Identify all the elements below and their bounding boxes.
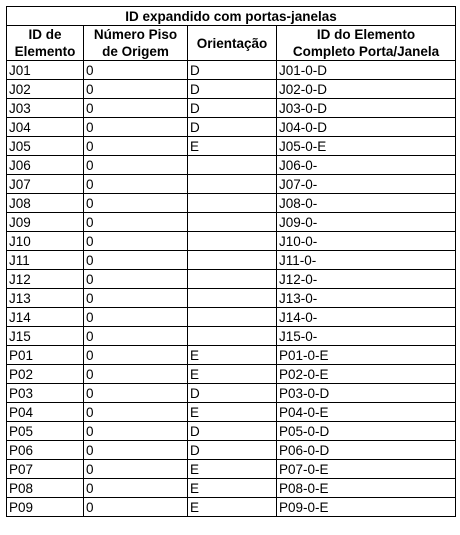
cell-orientacao: [188, 156, 277, 175]
table-row: [7, 460, 456, 479]
cell-orientacao: E: [188, 460, 277, 479]
cell-id-elemento: P07: [7, 460, 84, 479]
cell-id-elemento: J03: [7, 99, 84, 118]
table-row: [7, 403, 456, 422]
cell-orientacao: D: [188, 422, 277, 441]
cell-numero-piso: 0: [84, 346, 188, 365]
cell-numero-piso: 0: [84, 80, 188, 99]
cell-orientacao: [188, 270, 277, 289]
cell-numero-piso: 0: [84, 498, 188, 517]
table-row: [7, 251, 456, 270]
header-line: Elemento: [14, 44, 76, 59]
table-row: [7, 118, 456, 137]
cell-id-completo: J14-0-: [277, 308, 456, 327]
cell-id-elemento: P06: [7, 441, 84, 460]
cell-id-elemento: P03: [7, 384, 84, 403]
table-row: [7, 213, 456, 232]
cell-id-completo: J11-0-: [277, 251, 456, 270]
cell-id-elemento: J06: [7, 156, 84, 175]
cell-id-completo: J07-0-: [277, 175, 456, 194]
element-id-table: [6, 6, 456, 517]
cell-id-elemento: J04: [7, 118, 84, 137]
cell-id-completo: J04-0-D: [277, 118, 456, 137]
cell-orientacao: [188, 289, 277, 308]
header-id-elemento: [7, 26, 84, 61]
table-row: [7, 61, 456, 80]
cell-id-completo: P08-0-E: [277, 479, 456, 498]
cell-numero-piso: 0: [84, 99, 188, 118]
cell-numero-piso: 0: [84, 232, 188, 251]
cell-id-elemento: J09: [7, 213, 84, 232]
cell-numero-piso: 0: [84, 289, 188, 308]
cell-id-completo: P07-0-E: [277, 460, 456, 479]
cell-numero-piso: 0: [84, 365, 188, 384]
cell-id-completo: J05-0-E: [277, 137, 456, 156]
table-row: [7, 422, 456, 441]
cell-numero-piso: 0: [84, 194, 188, 213]
cell-orientacao: E: [188, 365, 277, 384]
cell-id-elemento: J01: [7, 61, 84, 80]
header-row: [7, 26, 456, 61]
header-id-completo: [277, 26, 456, 61]
header-line: Número Piso: [93, 27, 178, 42]
cell-orientacao: [188, 327, 277, 346]
cell-id-elemento: J10: [7, 232, 84, 251]
cell-numero-piso: 0: [84, 460, 188, 479]
cell-id-elemento: P02: [7, 365, 84, 384]
cell-id-completo: P09-0-E: [277, 498, 456, 517]
cell-orientacao: [188, 175, 277, 194]
cell-id-elemento: J11: [7, 251, 84, 270]
cell-numero-piso: 0: [84, 251, 188, 270]
cell-numero-piso: 0: [84, 61, 188, 80]
cell-id-completo: J01-0-D: [277, 61, 456, 80]
title-row: [7, 7, 456, 26]
cell-id-completo: P05-0-D: [277, 422, 456, 441]
cell-numero-piso: 0: [84, 327, 188, 346]
header-line: de Origem: [102, 44, 169, 59]
table-row: [7, 156, 456, 175]
cell-orientacao: [188, 308, 277, 327]
table-row: [7, 137, 456, 156]
cell-id-elemento: J14: [7, 308, 84, 327]
cell-orientacao: [188, 213, 277, 232]
header-line: ID de: [28, 27, 62, 42]
table-row: [7, 194, 456, 213]
cell-orientacao: [188, 251, 277, 270]
cell-id-completo: P04-0-E: [277, 403, 456, 422]
cell-id-completo: P02-0-E: [277, 365, 456, 384]
cell-numero-piso: 0: [84, 479, 188, 498]
cell-numero-piso: 0: [84, 175, 188, 194]
table-row: [7, 232, 456, 251]
table-row: [7, 289, 456, 308]
cell-numero-piso: 0: [84, 384, 188, 403]
table-row: [7, 346, 456, 365]
cell-id-completo: J10-0-: [277, 232, 456, 251]
cell-orientacao: D: [188, 61, 277, 80]
cell-orientacao: D: [188, 441, 277, 460]
header-line: Orientação: [196, 35, 268, 51]
cell-id-completo: J08-0-: [277, 194, 456, 213]
cell-orientacao: D: [188, 118, 277, 137]
cell-numero-piso: 0: [84, 270, 188, 289]
cell-id-elemento: J12: [7, 270, 84, 289]
cell-numero-piso: 0: [84, 422, 188, 441]
cell-id-elemento: J05: [7, 137, 84, 156]
cell-id-elemento: P09: [7, 498, 84, 517]
cell-id-elemento: J07: [7, 175, 84, 194]
cell-orientacao: E: [188, 346, 277, 365]
cell-orientacao: E: [188, 498, 277, 517]
cell-numero-piso: 0: [84, 137, 188, 156]
cell-id-completo: P01-0-E: [277, 346, 456, 365]
header-numero-piso: [84, 26, 188, 61]
cell-id-completo: P03-0-D: [277, 384, 456, 403]
header-line: Completo Porta/Janela: [292, 44, 440, 59]
cell-id-completo: J09-0-: [277, 213, 456, 232]
cell-orientacao: [188, 232, 277, 251]
table-row: [7, 80, 456, 99]
cell-id-completo: J06-0-: [277, 156, 456, 175]
cell-id-completo: P06-0-D: [277, 441, 456, 460]
table-row: [7, 175, 456, 194]
cell-orientacao: D: [188, 99, 277, 118]
cell-id-completo: J13-0-: [277, 289, 456, 308]
cell-numero-piso: 0: [84, 441, 188, 460]
cell-id-elemento: J02: [7, 80, 84, 99]
cell-id-completo: J15-0-: [277, 327, 456, 346]
cell-id-elemento: J15: [7, 327, 84, 346]
cell-id-elemento: P05: [7, 422, 84, 441]
cell-numero-piso: 0: [84, 156, 188, 175]
table-row: [7, 479, 456, 498]
table-row: [7, 270, 456, 289]
cell-id-completo: J02-0-D: [277, 80, 456, 99]
cell-numero-piso: 0: [84, 118, 188, 137]
cell-id-completo: J03-0-D: [277, 99, 456, 118]
cell-orientacao: [188, 194, 277, 213]
cell-id-elemento: P04: [7, 403, 84, 422]
table-row: [7, 99, 456, 118]
cell-id-elemento: J13: [7, 289, 84, 308]
table-row: [7, 308, 456, 327]
cell-orientacao: E: [188, 479, 277, 498]
table-row: [7, 365, 456, 384]
cell-numero-piso: 0: [84, 403, 188, 422]
cell-id-completo: J12-0-: [277, 270, 456, 289]
cell-orientacao: D: [188, 384, 277, 403]
table-title: ID expandido com portas-janelas: [7, 7, 456, 26]
table-row: [7, 441, 456, 460]
header-orientacao: [188, 26, 277, 61]
cell-numero-piso: 0: [84, 308, 188, 327]
table-row: [7, 498, 456, 517]
cell-numero-piso: 0: [84, 213, 188, 232]
table-row: [7, 327, 456, 346]
cell-orientacao: E: [188, 403, 277, 422]
cell-id-elemento: J08: [7, 194, 84, 213]
table-row: [7, 384, 456, 403]
cell-orientacao: E: [188, 137, 277, 156]
header-line: ID do Elemento: [316, 27, 416, 42]
cell-id-elemento: P08: [7, 479, 84, 498]
cell-id-elemento: P01: [7, 346, 84, 365]
cell-orientacao: D: [188, 80, 277, 99]
table-body: [7, 61, 456, 517]
